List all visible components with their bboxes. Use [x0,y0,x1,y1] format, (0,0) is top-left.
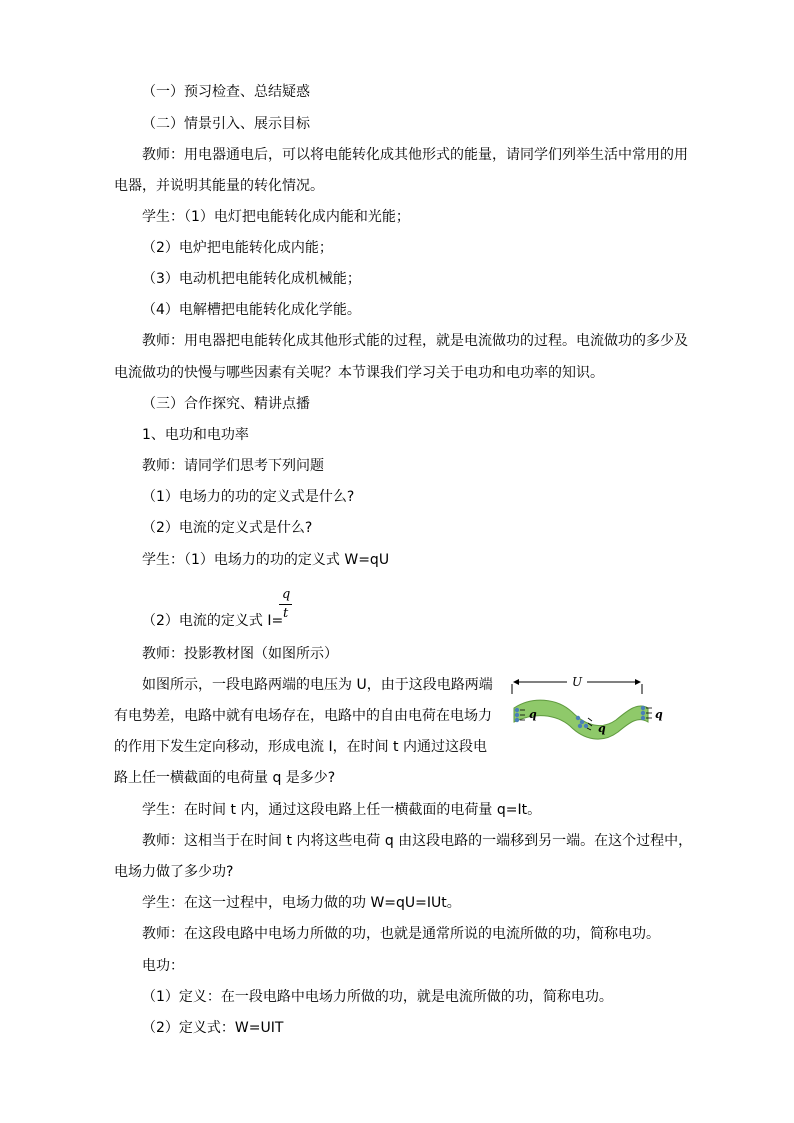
charge-cluster-right [641,706,645,720]
paragraph-line: （2）电炉把电能转化成内能； [142,240,333,256]
section-heading-1: （一）预习检查、总结疑惑 [142,84,310,100]
paragraph-line: （3）电动机把电能转化成机械能； [142,271,361,287]
paragraph-line: 学生：在时间 t 内，通过这段电路上任一横截面的电荷量 q=It。 [142,802,542,818]
charge-label-left: q [529,708,537,721]
paragraph-line: （2）定义式：W=UIT [142,1020,284,1036]
paragraph-line: 电场力做了多少功? [114,864,234,880]
charge-label-mid: q [598,722,606,735]
paragraph-line: 学生：（1）电灯把电能转化成内能和光能； [142,209,410,225]
paragraph-line: 路上任一横截面的电荷量 q 是多少? [114,770,336,786]
paragraph-line: 的作用下发生定向移动，形成电流 I，在时间 t 内通过这段电 [114,739,487,755]
charge-cluster-left [515,708,519,722]
paragraph-line: （2）电流的定义式 I= [142,613,284,629]
paragraph-line: 电功： [142,958,184,974]
paragraph-line: 有电势差，电路中就有电场存在，电路中的自由电荷在电场力 [114,708,492,724]
paragraph-line: （4）电解槽把电能转化成化学能。 [142,302,361,318]
paragraph-line: 学生：在这一过程中，电场力做的功 W=qU=IUt。 [142,895,461,911]
paragraph-line: 教师：用电器把电能转化成其他形式能的过程，就是电流做功的过程。电流做功的多少及 [142,333,688,349]
voltage-label: U [571,675,583,689]
paragraph-line: （2）电流的定义式是什么? [142,520,313,536]
circuit-conductor-figure [502,668,674,748]
paragraph-line: 学生：（1）电场力的功的定义式 W=qU [142,552,390,568]
paragraph-line: 教师：投影教材图（如图所示） [142,646,338,662]
paragraph-line: 教师：在这段电路中电场力所做的功，也就是通常所说的电流所做的功，简称电功。 [142,926,660,942]
fraction-denominator: t [283,606,289,621]
paragraph-line: 教师：用电器通电后，可以将电能转化成其他形式的能量，请同学们列举生活中常用的用 [142,147,688,163]
paragraph-line: （1）定义：在一段电路中电场力所做的功，就是电流所做的功，简称电功。 [142,989,613,1005]
charge-label-right: q [655,708,663,721]
subsection-heading: 1、电功和电功率 [142,427,249,443]
fraction-numerator: q [282,587,291,602]
paragraph-line: 电流做功的快慢与哪些因素有关呢？本节课我们学习关于电功和电功率的知识。 [114,365,604,381]
fraction-bar [279,604,292,605]
paragraph-line: 电器，并说明其能量的转化情况。 [114,178,324,194]
paragraph-line: （1）电场力的功的定义式是什么? [142,489,355,505]
section-heading-3: （三）合作探究、精讲点播 [142,396,310,412]
paragraph-line: 教师：请同学们思考下列问题 [142,458,324,474]
paragraph-line: 如图所示，一段电路两端的电压为 U，由于这段电路两端 [142,677,493,693]
paragraph-line: 教师：这相当于在时间 t 内将这些电荷 q 由这段电路的一端移到另一端。在这个过程中， [142,833,693,849]
section-heading-2: （二）情景引入、展示目标 [142,116,310,132]
